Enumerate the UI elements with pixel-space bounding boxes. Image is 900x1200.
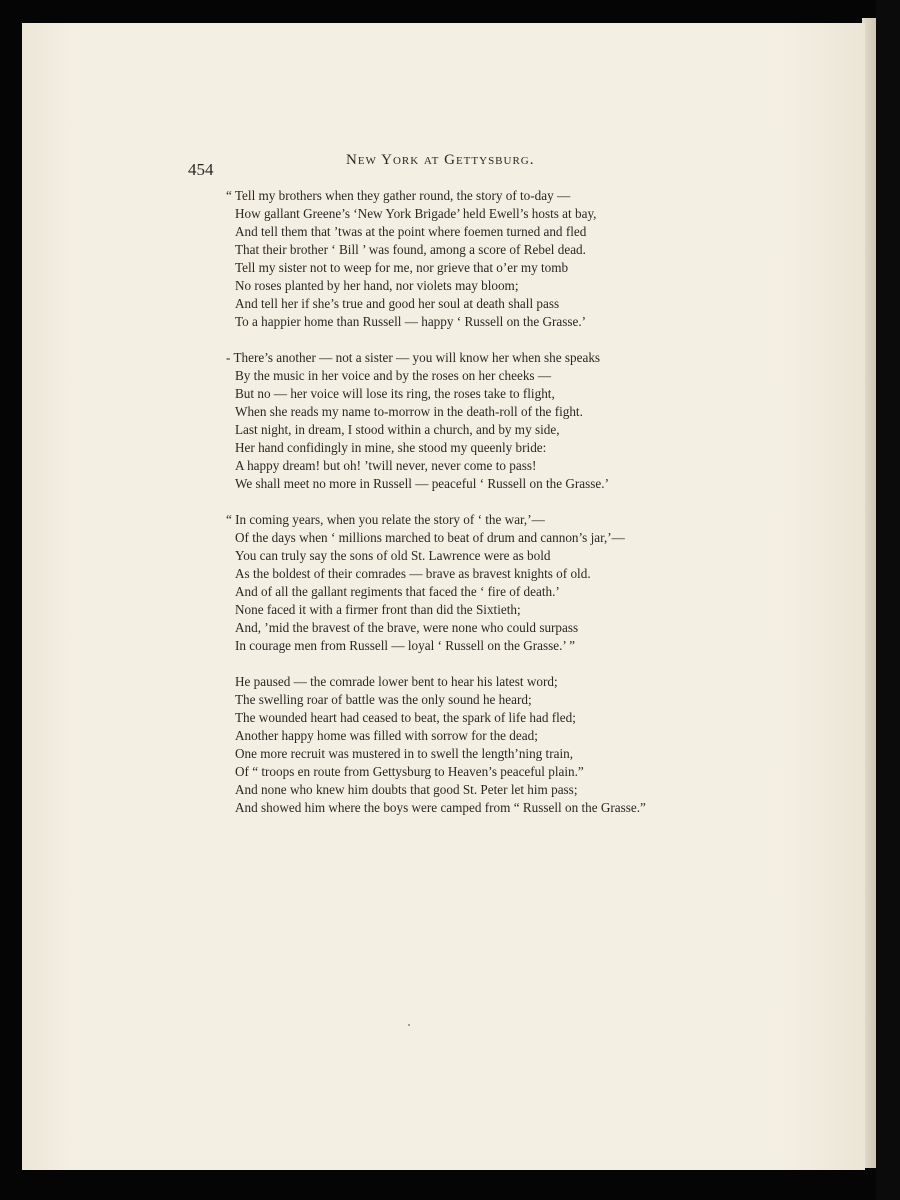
poem-line: - There’s another — not a sister — you will know her when she speaks bbox=[226, 350, 601, 365]
running-head bbox=[0, 151, 900, 181]
poem-line: Tell my sister not to weep for me, nor grieve that o’er my tomb bbox=[235, 260, 569, 275]
poem-line: The wounded heart had ceased to beat, the spark of life had fled; bbox=[235, 710, 576, 725]
poem-line: Another happy home was filled with sorrow for the dead; bbox=[235, 728, 538, 743]
poem-line: As the boldest of their comrades — brave as bravest knights of old. bbox=[235, 566, 591, 581]
stanza-2 bbox=[226, 349, 686, 493]
poem-line: When she reads my name to-morrow in the death-roll of the fight. bbox=[235, 404, 583, 419]
poem-line: How gallant Greene’s ‘New York Brigade’ held Ewell’s hosts at bay, bbox=[235, 206, 597, 221]
poem-line: And of all the gallant regiments that faced the ‘ fire of death.’ bbox=[235, 584, 560, 599]
poem-line: But no — her voice will lose its ring, the roses take to flight, bbox=[235, 386, 555, 401]
poem-line: And none who knew him doubts that good St. Peter let him pass; bbox=[235, 782, 578, 797]
stanza-4 bbox=[226, 673, 686, 817]
poem-line: None faced it with a firmer front than did the Sixtieth; bbox=[235, 602, 521, 617]
poem-line: He paused — the comrade lower bent to hear his latest word; bbox=[235, 674, 558, 689]
poem-line: That their brother ‘ Bill ’ was found, among a score of Rebel dead. bbox=[235, 242, 586, 257]
poem-line: We shall meet no more in Russell — peaceful ‘ Russell on the Grasse.’ bbox=[235, 476, 609, 491]
poem-line: “ Tell my brothers when they gather round, the story of to-day — bbox=[226, 188, 571, 203]
poem-line: Last night, in dream, I stood within a church, and by my side, bbox=[235, 422, 560, 437]
stanza-1 bbox=[226, 187, 686, 331]
poem-line: By the music in her voice and by the roses on her cheeks — bbox=[235, 368, 552, 383]
poem-line: And showed him where the boys were camped from “ Russell on the Grasse.” bbox=[235, 800, 646, 815]
poem-line: Of the days when ‘ millions marched to beat of drum and cannon’s jar,’— bbox=[235, 530, 625, 545]
poem-line: One more recruit was mustered in to swell the length’ning train, bbox=[235, 746, 574, 761]
page-number: 454 bbox=[188, 160, 214, 179]
running-title: New York at Gettysburg. bbox=[346, 152, 535, 168]
poem-line: In courage men from Russell — loyal ‘ Russell on the Grasse.’ ” bbox=[235, 638, 575, 653]
poem-body bbox=[226, 187, 686, 835]
poem-line: To a happier home than Russell — happy ‘ Russell on the Grasse.’ bbox=[235, 314, 587, 329]
poem-line: “ In coming years, when you relate the story of ‘ the war,’— bbox=[226, 512, 545, 527]
poem-line: And, ’mid the bravest of the brave, were none who could surpass bbox=[235, 620, 579, 635]
poem-line: And tell her if she’s true and good her soul at death shall pass bbox=[235, 296, 560, 311]
paper-speck bbox=[408, 1024, 410, 1026]
poem-line: No roses planted by her hand, nor violets may bloom; bbox=[235, 278, 519, 293]
poem-line: Her hand confidingly in mine, she stood my queenly bride: bbox=[235, 440, 547, 455]
poem-line: And tell them that ’twas at the point where foemen turned and fled bbox=[235, 224, 587, 239]
poem-line: A happy dream! but oh! ’twill never, never come to pass! bbox=[235, 458, 537, 473]
poem-line: You can truly say the sons of old St. Lawrence were as bold bbox=[235, 548, 551, 563]
poem-line: Of “ troops en route from Gettysburg to Heaven’s peaceful plain.” bbox=[235, 764, 584, 779]
poem-line: The swelling roar of battle was the only sound he heard; bbox=[235, 692, 532, 707]
stanza-3 bbox=[226, 511, 686, 655]
